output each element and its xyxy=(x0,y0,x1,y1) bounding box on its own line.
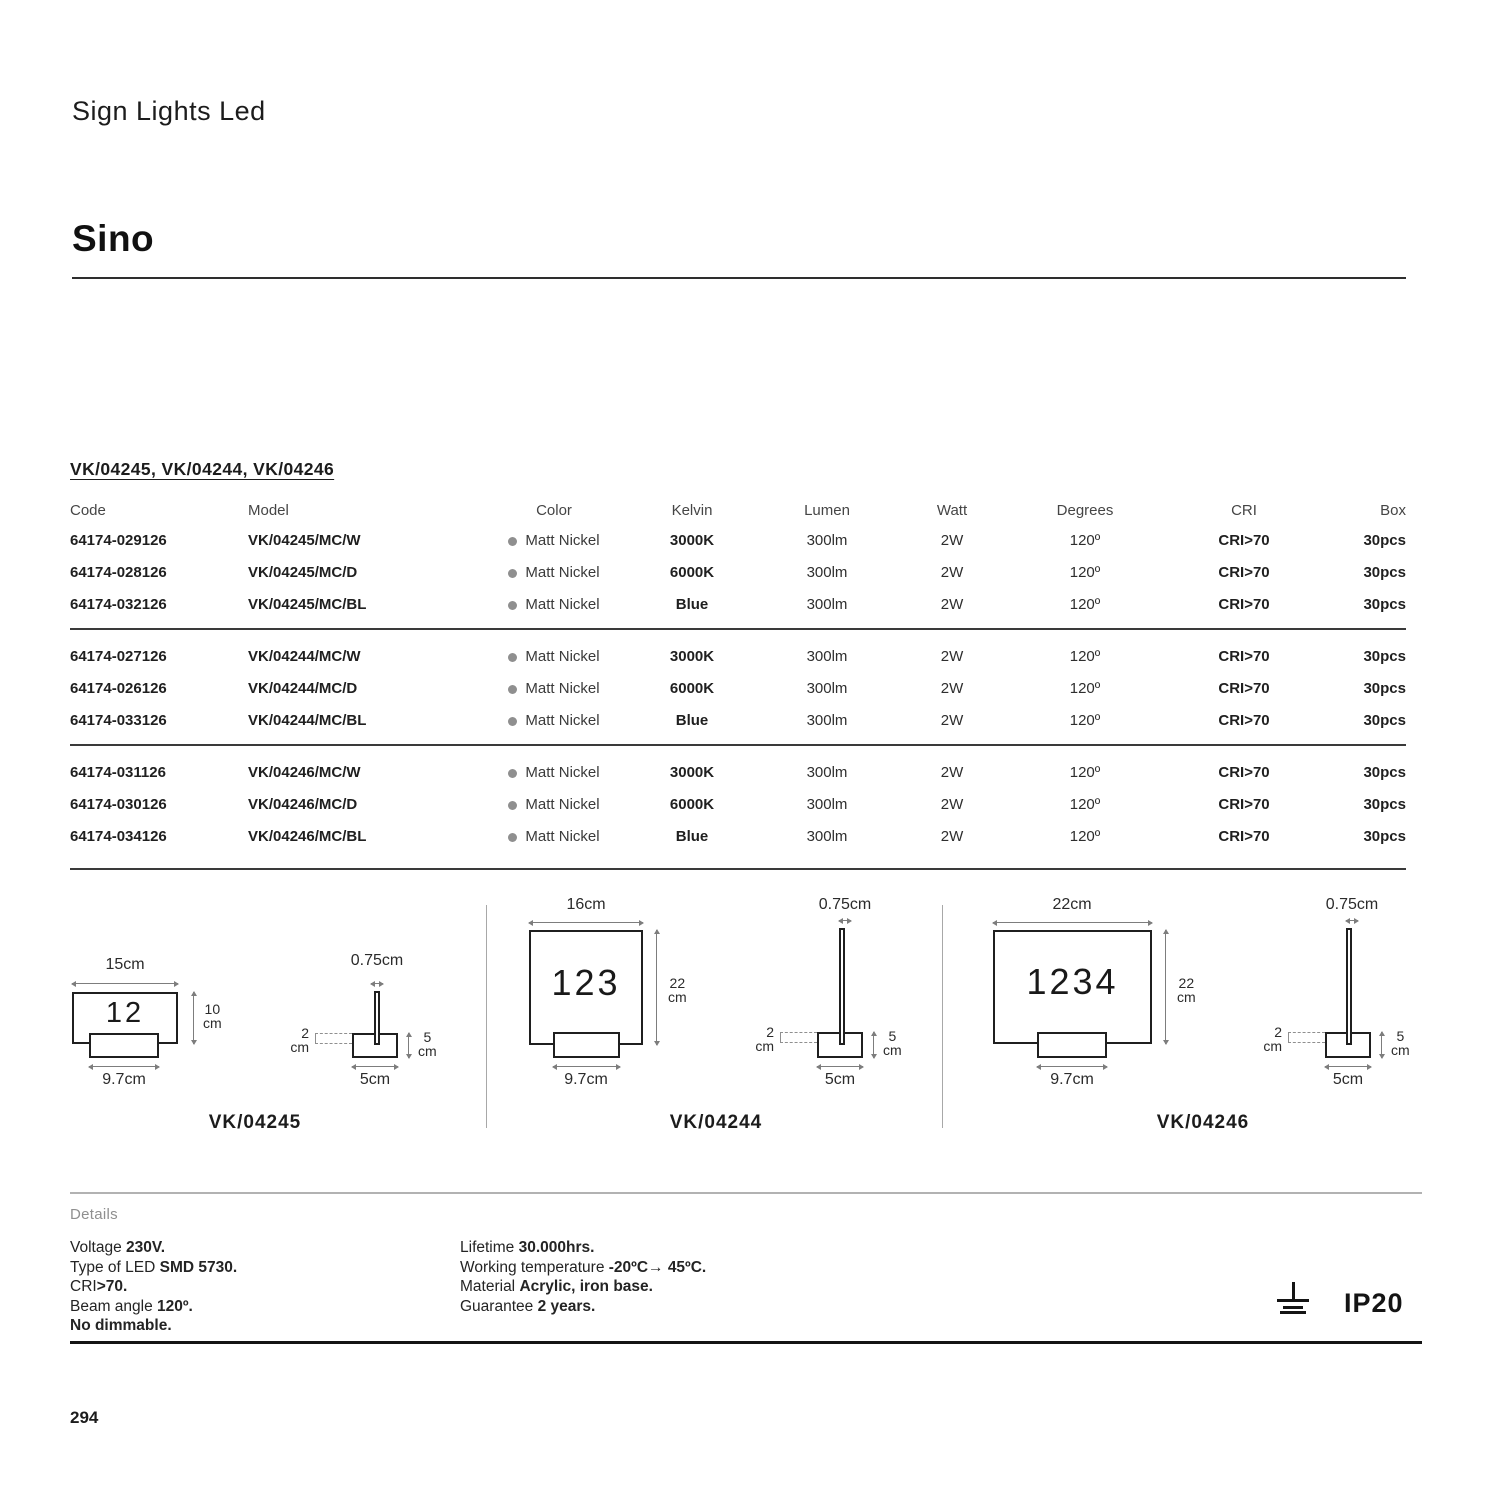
cell-color xyxy=(480,712,628,729)
cell-cri: CRI>70 xyxy=(1218,563,1270,581)
dimension-line xyxy=(72,983,178,984)
dimension-label-offset: 2 cm xyxy=(1263,1024,1282,1054)
table-row xyxy=(70,820,1406,852)
cell-degrees: 120º xyxy=(1069,795,1101,813)
cell-kelvin: Blue xyxy=(675,711,709,729)
cell-cri: CRI>70 xyxy=(1218,679,1270,697)
table-row xyxy=(70,704,1406,736)
dashed-line xyxy=(1288,1032,1325,1033)
color-name: Matt Nickel xyxy=(525,563,600,581)
dimension-line xyxy=(817,1066,863,1067)
dimension-label-base-height: 5 cm xyxy=(883,1028,902,1058)
cell-code: 64174-027126 xyxy=(70,647,167,665)
section-title-models: VK/04245, VK/04244, VK/04246 xyxy=(70,459,335,479)
details-top-divider xyxy=(70,1192,1422,1194)
col-header-kelvin: Kelvin xyxy=(671,501,713,519)
color-name: Matt Nickel xyxy=(525,763,600,781)
cell-box: 30pcs xyxy=(1363,679,1406,697)
dimension-line xyxy=(408,1033,409,1058)
col-header-model: Model xyxy=(248,501,289,519)
cell-cri: CRI>70 xyxy=(1218,647,1270,665)
diagram-panel-vk04244 xyxy=(486,890,942,1138)
dimension-label-width: 22cm xyxy=(1052,896,1092,913)
cell-watt: 2W xyxy=(940,795,964,813)
cell-cri: CRI>70 xyxy=(1218,531,1270,549)
dimension-line xyxy=(529,922,643,923)
table-row xyxy=(70,588,1406,620)
cell-code: 64174-033126 xyxy=(70,711,167,729)
cell-code: 64174-031126 xyxy=(70,763,166,781)
cell-kelvin: Blue xyxy=(675,595,709,613)
table-header-row xyxy=(70,500,1406,520)
cell-color xyxy=(480,648,628,665)
dimension-label-thickness: 0.75cm xyxy=(818,896,872,913)
dashed-line xyxy=(780,1032,817,1033)
panel-model-label: VK/04246 xyxy=(1156,1112,1250,1133)
cell-code: 64174-032126 xyxy=(70,595,167,613)
cell-lumen: 300lm xyxy=(806,795,848,813)
page-number: 294 xyxy=(70,1408,99,1427)
cell-box: 30pcs xyxy=(1363,711,1406,729)
details-bottom-divider xyxy=(70,1341,1422,1344)
table-row xyxy=(70,672,1406,704)
dimension-label-height: 10 cm xyxy=(203,1001,222,1031)
sign-base-front xyxy=(89,1033,159,1058)
detail-line: Guarantee 2 years. xyxy=(460,1297,596,1315)
col-header-degrees: Degrees xyxy=(1056,501,1114,519)
sign-digits: 12 xyxy=(105,996,145,1029)
dashed-line xyxy=(315,1033,352,1034)
dimension-line xyxy=(656,930,657,1045)
col-header-code: Code xyxy=(70,501,106,519)
cell-cri: CRI>70 xyxy=(1218,763,1270,781)
cell-color xyxy=(480,596,628,613)
color-swatch-dot-icon xyxy=(508,569,517,578)
cell-degrees: 120º xyxy=(1069,679,1101,697)
title-divider xyxy=(72,277,1406,279)
dimension-line xyxy=(352,1066,398,1067)
color-name: Matt Nickel xyxy=(525,531,600,549)
details-left-column xyxy=(70,1238,237,1336)
cell-watt: 2W xyxy=(940,763,964,781)
cell-watt: 2W xyxy=(940,563,964,581)
cell-box: 30pcs xyxy=(1363,531,1406,549)
cell-kelvin: 6000K xyxy=(669,563,715,581)
detail-line: Voltage 230V. xyxy=(70,1239,166,1256)
earth-ground-icon xyxy=(1276,1282,1312,1318)
detail-line: Lifetime 30.000hrs. xyxy=(460,1239,595,1256)
cell-model: VK/04245/MC/W xyxy=(248,531,361,549)
table-row xyxy=(70,788,1406,820)
dashed-line xyxy=(315,1043,352,1044)
cell-degrees: 120º xyxy=(1069,563,1101,581)
cell-kelvin: 3000K xyxy=(669,647,715,665)
color-swatch-dot-icon xyxy=(508,801,517,810)
cell-lumen: 300lm xyxy=(806,595,848,613)
panel-model-label: VK/04245 xyxy=(208,1112,302,1133)
cell-watt: 2W xyxy=(940,679,964,697)
table-group-vk04246 xyxy=(70,744,1406,860)
cell-color xyxy=(480,532,628,549)
dimension-tick xyxy=(780,1032,781,1042)
table-row xyxy=(70,756,1406,788)
dimension-line xyxy=(873,1032,874,1058)
cell-lumen: 300lm xyxy=(806,679,848,697)
sign-front-view xyxy=(993,930,1152,1044)
cell-box: 30pcs xyxy=(1363,763,1406,781)
col-header-box: Box xyxy=(1380,501,1406,519)
dimension-label-thickness: 0.75cm xyxy=(350,952,404,969)
cell-model: VK/04246/MC/D xyxy=(248,795,358,813)
cell-kelvin: 3000K xyxy=(669,531,715,549)
cell-model: VK/04246/MC/W xyxy=(248,763,361,781)
details-title: Details xyxy=(70,1206,118,1223)
dimension-label-height: 22 cm xyxy=(668,975,687,1005)
cell-model: VK/04246/MC/BL xyxy=(248,827,367,845)
cell-code: 64174-034126 xyxy=(70,827,167,845)
cell-color xyxy=(480,564,628,581)
dimension-label-offset: 2 cm xyxy=(755,1024,774,1054)
dimension-tick xyxy=(1288,1032,1289,1042)
sign-side-blade xyxy=(839,928,845,1045)
cell-degrees: 120º xyxy=(1069,647,1101,665)
cell-model: VK/04244/MC/BL xyxy=(248,711,367,729)
category-title: Sign Lights Led xyxy=(72,96,266,126)
color-name: Matt Nickel xyxy=(525,795,600,813)
col-header-color: Color xyxy=(536,501,572,519)
details-right-column xyxy=(460,1238,706,1316)
detail-line: Material Acrylic, iron base. xyxy=(460,1278,653,1295)
dimension-line xyxy=(1381,1032,1382,1058)
sign-base-front xyxy=(553,1032,620,1058)
detail-line: CRI>70. xyxy=(70,1278,128,1295)
dimension-line xyxy=(839,920,851,921)
color-name: Matt Nickel xyxy=(525,679,600,697)
dimension-tick xyxy=(315,1033,316,1043)
cell-degrees: 120º xyxy=(1069,531,1101,549)
cell-cri: CRI>70 xyxy=(1218,711,1270,729)
dimension-label-base-width: 5cm xyxy=(824,1071,856,1088)
cell-lumen: 300lm xyxy=(806,711,848,729)
dimension-line xyxy=(1325,1066,1371,1067)
dashed-line xyxy=(1288,1042,1325,1043)
color-swatch-dot-icon xyxy=(508,833,517,842)
cell-code: 64174-026126 xyxy=(70,679,167,697)
cell-code: 64174-029126 xyxy=(70,531,167,549)
cell-color xyxy=(480,764,628,781)
cell-cri: CRI>70 xyxy=(1218,595,1270,613)
dashed-line xyxy=(780,1042,817,1043)
sign-side-blade xyxy=(374,991,380,1045)
cell-watt: 2W xyxy=(940,647,964,665)
detail-line: No dimmable. xyxy=(70,1317,172,1334)
dimension-label-base-width: 5cm xyxy=(359,1071,391,1088)
dimension-label-base-height: 5 cm xyxy=(1391,1028,1410,1058)
diagram-panel-vk04245 xyxy=(70,890,486,1138)
cell-lumen: 300lm xyxy=(806,563,848,581)
dimension-label-base: 9.7cm xyxy=(564,1071,608,1088)
color-name: Matt Nickel xyxy=(525,647,600,665)
cell-kelvin: Blue xyxy=(675,827,709,845)
ip-rating: IP20 xyxy=(1344,1288,1404,1318)
table-group-vk04244 xyxy=(70,628,1406,744)
dimension-label-offset: 2 cm xyxy=(290,1025,309,1055)
cell-color xyxy=(480,796,628,813)
color-swatch-dot-icon xyxy=(508,717,517,726)
color-name: Matt Nickel xyxy=(525,711,600,729)
cell-lumen: 300lm xyxy=(806,531,848,549)
cell-kelvin: 3000K xyxy=(669,763,715,781)
color-swatch-dot-icon xyxy=(508,653,517,662)
table-row xyxy=(70,524,1406,556)
sign-digits: 123 xyxy=(551,961,621,1003)
col-header-watt: Watt xyxy=(936,501,968,519)
dimension-label-height: 22 cm xyxy=(1177,975,1196,1005)
color-swatch-dot-icon xyxy=(508,685,517,694)
cell-lumen: 300lm xyxy=(806,827,848,845)
dimension-line xyxy=(1165,930,1166,1044)
table-row xyxy=(70,640,1406,672)
cell-model: VK/04245/MC/D xyxy=(248,563,358,581)
cell-kelvin: 6000K xyxy=(669,679,715,697)
color-swatch-dot-icon xyxy=(508,769,517,778)
dimension-label-base: 9.7cm xyxy=(102,1071,146,1088)
diagram-panel-vk04246 xyxy=(942,890,1440,1138)
col-header-lumen: Lumen xyxy=(804,501,850,519)
cell-code: 64174-030126 xyxy=(70,795,167,813)
dimension-label-base-height: 5 cm xyxy=(418,1029,437,1059)
cell-box: 30pcs xyxy=(1363,795,1406,813)
cell-degrees: 120º xyxy=(1069,595,1101,613)
detail-line: Type of LED SMD 5730. xyxy=(70,1258,238,1276)
cell-box: 30pcs xyxy=(1363,647,1406,665)
cell-watt: 2W xyxy=(940,595,964,613)
cell-model: VK/04244/MC/D xyxy=(248,679,358,697)
panel-model-label: VK/04244 xyxy=(669,1112,763,1133)
sign-base-front xyxy=(1037,1032,1107,1058)
cell-degrees: 120º xyxy=(1069,711,1101,729)
cell-box: 30pcs xyxy=(1363,595,1406,613)
cell-degrees: 120º xyxy=(1069,827,1101,845)
cell-box: 30pcs xyxy=(1363,563,1406,581)
dimension-label-thickness: 0.75cm xyxy=(1325,896,1379,913)
cell-code: 64174-028126 xyxy=(70,563,167,581)
dimension-label-width: 15cm xyxy=(105,956,145,973)
color-name: Matt Nickel xyxy=(525,827,600,845)
cell-model: VK/04245/MC/BL xyxy=(248,595,367,613)
dimension-line xyxy=(993,922,1152,923)
dimension-line xyxy=(553,1066,620,1067)
dimension-line xyxy=(1346,920,1358,921)
cell-color xyxy=(480,680,628,697)
sign-side-blade xyxy=(1346,928,1352,1045)
table-row xyxy=(70,556,1406,588)
cell-box: 30pcs xyxy=(1363,827,1406,845)
sign-digits: 1234 xyxy=(1026,961,1119,1002)
cell-watt: 2W xyxy=(940,711,964,729)
cell-cri: CRI>70 xyxy=(1218,827,1270,845)
dimension-label-width: 16cm xyxy=(566,896,606,913)
cell-lumen: 300lm xyxy=(806,647,848,665)
table-group-vk04245 xyxy=(70,520,1406,628)
dimension-label-base-width: 5cm xyxy=(1332,1071,1364,1088)
cell-color xyxy=(480,828,628,845)
col-header-cri: CRI xyxy=(1231,501,1257,519)
product-title: Sino xyxy=(72,218,155,259)
color-name: Matt Nickel xyxy=(525,595,600,613)
color-swatch-dot-icon xyxy=(508,537,517,546)
cell-kelvin: 6000K xyxy=(669,795,715,813)
cell-lumen: 300lm xyxy=(806,763,848,781)
cell-cri: CRI>70 xyxy=(1218,795,1270,813)
cell-watt: 2W xyxy=(940,531,964,549)
cell-degrees: 120º xyxy=(1069,763,1101,781)
color-swatch-dot-icon xyxy=(508,601,517,610)
dimension-line xyxy=(1037,1066,1107,1067)
detail-line: Working temperature -20ºC→ 45ºC. xyxy=(460,1258,707,1276)
sign-front-view xyxy=(529,930,643,1045)
dimension-line xyxy=(371,983,383,984)
cell-watt: 2W xyxy=(940,827,964,845)
dimension-line xyxy=(89,1066,159,1067)
dimension-label-base: 9.7cm xyxy=(1050,1071,1094,1088)
cell-model: VK/04244/MC/W xyxy=(248,647,361,665)
dimension-line xyxy=(193,992,194,1044)
product-table xyxy=(70,500,1406,870)
detail-line: Beam angle 120º. xyxy=(70,1297,193,1315)
